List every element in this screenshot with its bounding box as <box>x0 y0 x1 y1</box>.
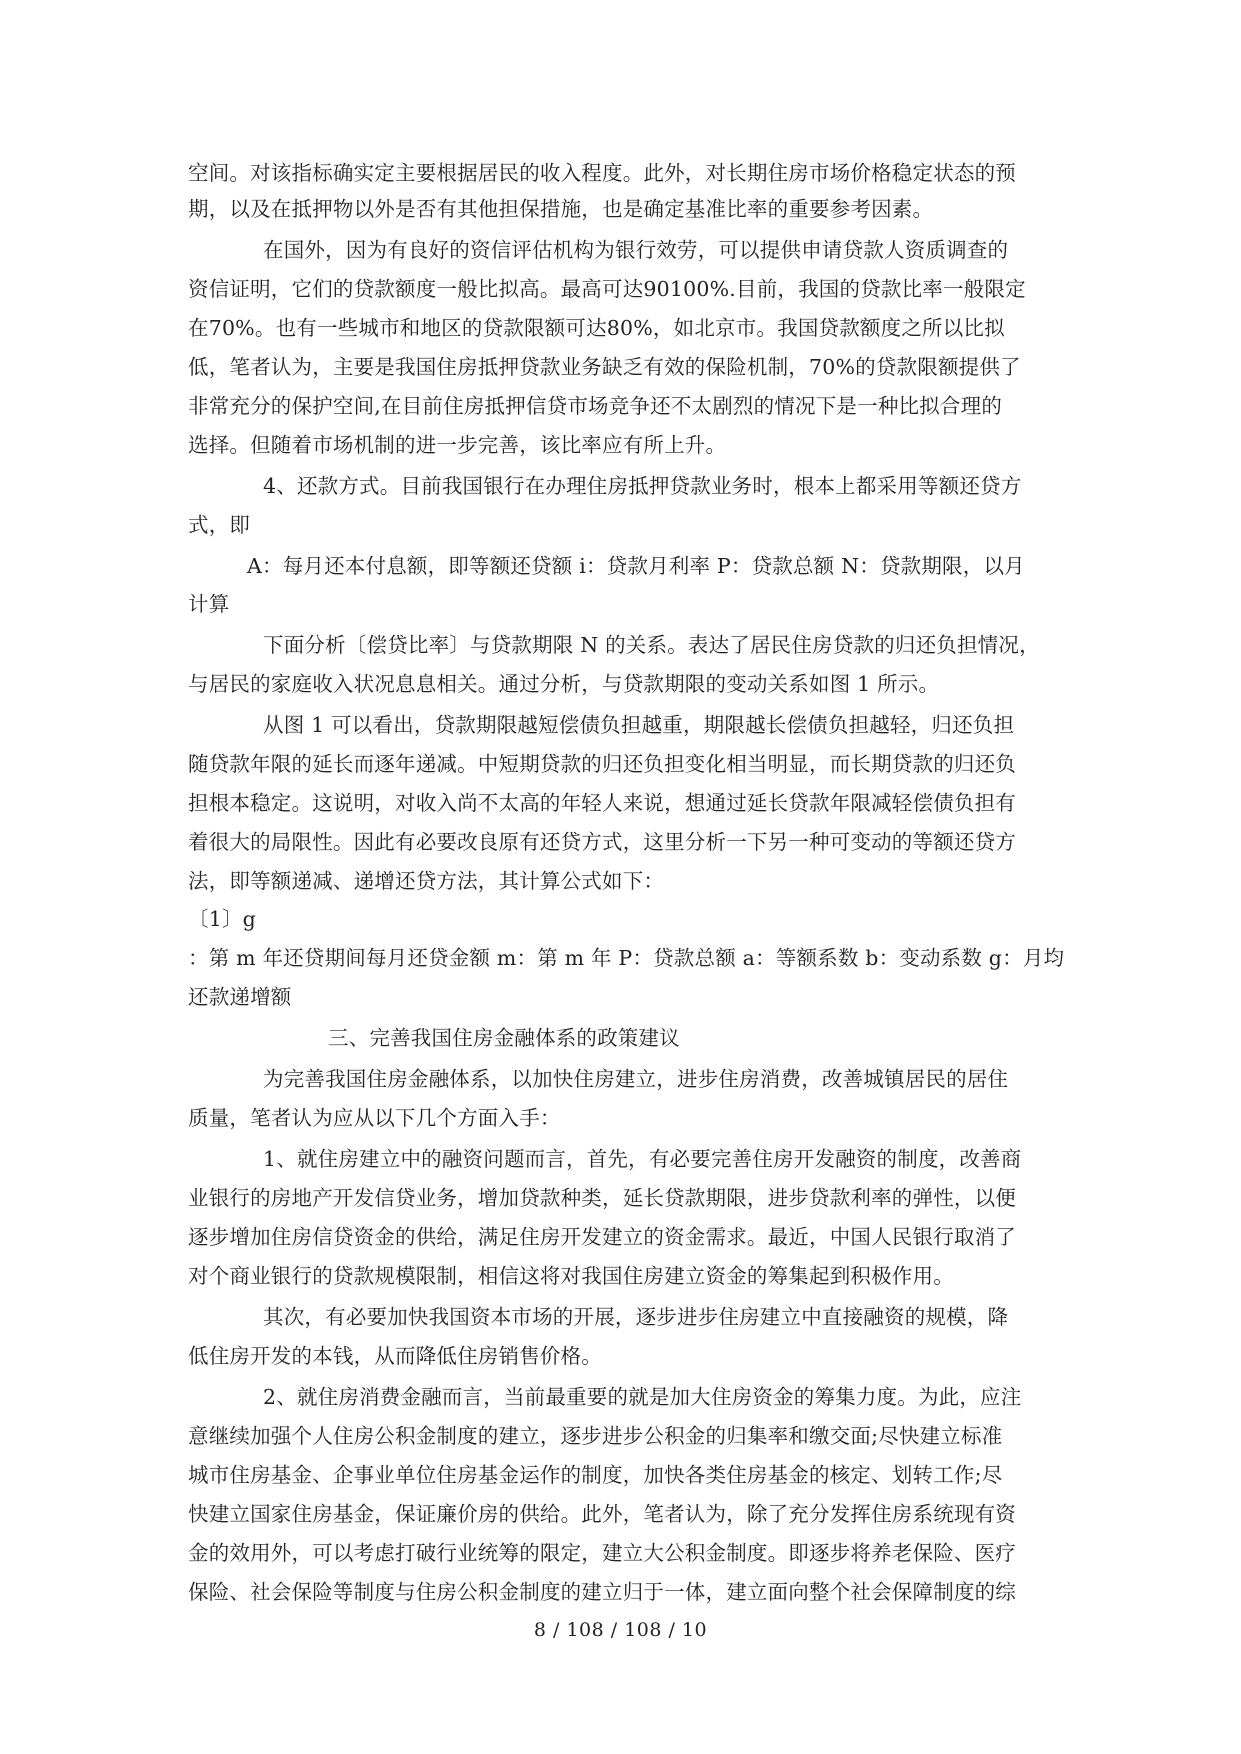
text-line: 质量，笔者认为应从以下几个方面入手： <box>188 1106 561 1130</box>
text-line: 法，即等额递减、递增还贷方法，其计算公式如下： <box>188 869 665 893</box>
text-line: 对个商业银行的贷款规模限制，相信这将对我国住房建立资金的筹集起到积极作用。 <box>188 1264 954 1288</box>
text-line: 下面分析〔偿贷比率〕与贷款期限 N 的关系。表达了居民住房贷款的归还负担情况， <box>263 633 1040 657</box>
text-line: 意继续加强个人住房公积金制度的建立，逐步进步公积金的归集率和缴交面;尽快建立标准 <box>188 1424 1003 1448</box>
text-line: 随贷款年限的延长而逐年递减。中短期贷款的归还负担变化相当明显，而长期贷款的归还负 <box>188 752 1016 776</box>
text-line: 在国外，因为有良好的资信评估机构为银行效劳，可以提供申请贷款人资质调查的 <box>263 238 1009 262</box>
text-line: 空间。对该指标确实定主要根据居民的收入程度。此外，对长期住房市场价格稳定状态的预 <box>188 161 1016 185</box>
text-line: 从图 1 可以看出，贷款期限越短偿债负担越重，期限越长偿债负担越轻，归还负担 <box>263 713 1015 737</box>
text-line: 计算 <box>188 592 230 616</box>
section-heading: 三、完善我国住房金融体系的政策建议 <box>328 1026 680 1050</box>
text-line: 选择。但随着市场机制的进一步完善，该比率应有所上升。 <box>188 433 727 457</box>
text-line: 其次，有必要加快我国资本市场的开展，逐步进步住房建立中直接融资的规模，降 <box>263 1305 1009 1329</box>
text-line: 〔1〕g <box>188 907 256 931</box>
text-line: 式，即 <box>188 513 251 537</box>
text-line: 在70%。也有一些城市和地区的贷款限额可达80%，如北京市。我国贷款额度之所以比拟 <box>188 316 1005 340</box>
text-line: 4、还款方式。目前我国银行在办理住房抵押贷款业务时，根本上都采用等额还贷方 <box>263 474 1022 498</box>
text-line: 着很大的局限性。因此有必要改良原有还贷方式，这里分析一下另一种可变动的等额还贷方 <box>188 830 1016 854</box>
text-line: 金的效用外，可以考虑打破行业统筹的限定，建立大公积金制度。即逐步将养老保险、医疗 <box>188 1541 1016 1565</box>
text-line: A：每月还本付息额，即等额还贷额 i：贷款月利率 P：贷款总额 N：贷款期限，以月 <box>247 554 1025 578</box>
text-line: 业银行的房地产开发信贷业务，增加贷款种类，延长贷款期限，进步贷款利率的弹性，以便 <box>188 1186 1016 1210</box>
text-line: ：第 m 年还贷期间每月还贷金额 m：第 m 年 P：贷款总额 a：等额系数 b：变动系数 g：月均 <box>188 946 1065 970</box>
text-line: 与居民的家庭收入状况息息相关。通过分析，与贷款期限的变动关系如图 1 所示。 <box>188 672 940 696</box>
text-line: 快建立国家住房基金，保证廉价房的供给。此外，笔者认为，除了充分发挥住房系统现有资 <box>188 1502 1016 1526</box>
page-number-footer: 8 / 108 / 108 / 10 <box>533 1619 708 1641</box>
text-line: 城市住房基金、企事业单位住房基金运作的制度，加快各类住房基金的核定、划转工作;尽 <box>188 1463 1003 1487</box>
text-line: 期，以及在抵押物以外是否有其他担保措施，也是确定基准比率的重要参考因素。 <box>188 197 934 221</box>
text-line: 逐步增加住房信贷资金的供给，满足住房开发建立的资金需求。最近，中国人民银行取消了 <box>188 1225 1016 1249</box>
text-line: 资信证明，它们的贷款额度一般比拟高。最高可达90100%.目前，我国的贷款比率一般限定 <box>188 277 1026 301</box>
text-line: 低，笔者认为，主要是我国住房抵押贷款业务缺乏有效的保险机制，70%的贷款限额提供了 <box>188 355 1021 379</box>
text-line: 还款递增额 <box>188 985 292 1009</box>
text-line: 担根本稳定。这说明，对收入尚不太高的年轻人来说，想通过延长贷款年限减轻偿债负担有 <box>188 791 1016 815</box>
text-line: 为完善我国住房金融体系，以加快住房建立，进步住房消费，改善城镇居民的居住 <box>263 1067 1009 1091</box>
text-line: 1、就住房建立中的融资问题而言，首先，有必要完善住房开发融资的制度，改善商 <box>263 1147 1022 1171</box>
text-line: 2、就住房消费金融而言，当前最重要的就是加大住房资金的筹集力度。为此，应注 <box>263 1385 1022 1409</box>
text-line: 低住房开发的本钱，从而降低住房销售价格。 <box>188 1344 602 1368</box>
text-line: 保险、社会保险等制度与住房公积金制度的建立归于一体，建立面向整个社会保障制度的综 <box>188 1580 1016 1604</box>
text-line: 非常充分的保护空间,在目前住房抵押信贷市场竞争还不太剧烈的情况下是一种比拟合理的 <box>188 394 1003 418</box>
